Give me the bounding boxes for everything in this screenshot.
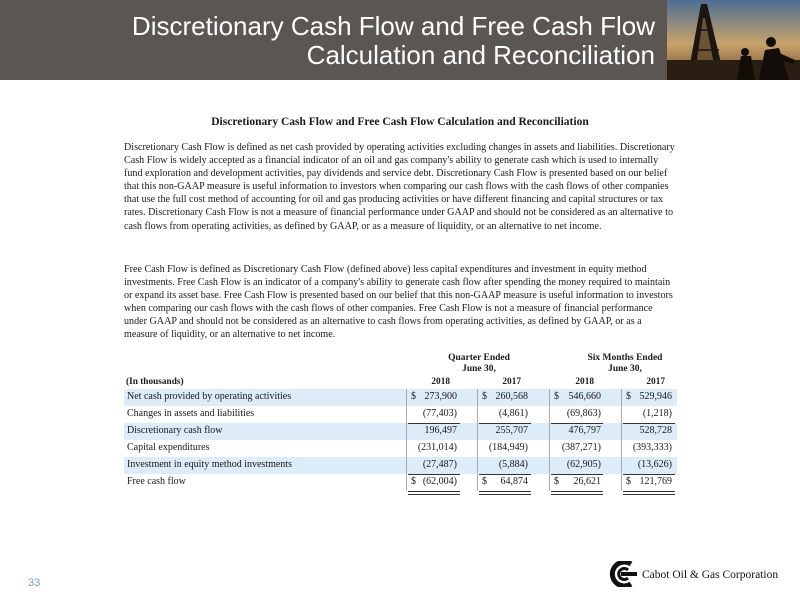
table-cell: 196,497 bbox=[424, 425, 457, 436]
column-divider bbox=[621, 440, 622, 457]
subtotal-rule bbox=[551, 474, 603, 475]
row-label: Investment in equity method investments bbox=[127, 459, 292, 470]
page-number: 33 bbox=[28, 577, 41, 589]
column-divider bbox=[621, 406, 622, 423]
row-label: Capital expenditures bbox=[127, 442, 210, 453]
table-cell: 255,707 bbox=[495, 425, 528, 436]
subtotal-rule bbox=[408, 474, 460, 475]
year-header-6m-2018: 2018 bbox=[575, 377, 594, 387]
year-header-6m-2017: 2017 bbox=[646, 377, 665, 387]
currency-symbol: $ bbox=[482, 391, 487, 402]
column-divider bbox=[549, 440, 550, 457]
table-cell: (5,884) bbox=[498, 459, 528, 470]
column-divider bbox=[549, 406, 550, 423]
currency-symbol: $ bbox=[554, 391, 559, 402]
table-cell: (77,403) bbox=[422, 408, 457, 419]
document-title: Discretionary Cash Flow and Free Cash Flow Calculation and Reconciliation bbox=[211, 116, 589, 128]
slide-title-line1: Discretionary Cash Flow and Free Cash Flow bbox=[131, 11, 655, 41]
column-divider bbox=[406, 457, 407, 474]
row-label: Net cash provided by operating activities bbox=[127, 391, 292, 402]
table-cell: 26,621 bbox=[573, 476, 601, 487]
slide-header bbox=[0, 0, 800, 80]
currency-symbol: $ bbox=[482, 476, 487, 487]
column-divider bbox=[406, 406, 407, 423]
column-divider bbox=[621, 474, 622, 491]
table-cell: 260,568 bbox=[495, 391, 528, 402]
currency-symbol: $ bbox=[626, 391, 631, 402]
row-label: Free cash flow bbox=[127, 476, 186, 487]
column-divider bbox=[549, 474, 550, 491]
table-cell: (62,004) bbox=[422, 476, 457, 487]
slide-title-line2: Calculation and Reconciliation bbox=[306, 40, 655, 70]
six-months-ended-header bbox=[570, 353, 680, 375]
table-row bbox=[124, 423, 677, 440]
table-cell: (184,949) bbox=[488, 442, 528, 453]
total-double-rule bbox=[623, 491, 675, 495]
company-logo bbox=[609, 561, 639, 587]
table-cell: 273,900 bbox=[424, 391, 457, 402]
total-double-rule bbox=[551, 491, 603, 495]
column-divider bbox=[406, 423, 407, 440]
table-cell: (387,271) bbox=[561, 442, 601, 453]
column-divider bbox=[549, 457, 550, 474]
table-row bbox=[124, 457, 677, 474]
table-row bbox=[124, 406, 677, 423]
column-divider bbox=[477, 389, 478, 406]
table-row bbox=[124, 474, 677, 491]
company-name: Cabot Oil & Gas Corporation bbox=[642, 569, 779, 581]
column-divider bbox=[477, 406, 478, 423]
table-cell: (13,626) bbox=[637, 459, 672, 470]
column-divider bbox=[477, 423, 478, 440]
table-cell: 121,769 bbox=[639, 476, 672, 487]
paragraph-discretionary-cash-flow: Discretionary Cash Flow is defined as net cash provided by operating activities excluding changes in assets and liabilities. Discretionary Cash Flow is widely accepted as a financial indicator of an oil and gas company's ability to generate cash which is used to internally fund exploration and development activities, pay dividends and service debt. Discretionary Cash Flow is presented based on our belief that this non-GAAP measure is useful information to investors when comparing our cash flows with the cash flows of other companies that use the full cost method of accounting for oil and gas producing activities or have different financing and capital structures or tax rates. Discretionary Cash Flow is not a measure of financial performance under GAAP and should not be considered as an alternative to cash flows from operating activities, as defined by GAAP, or as a measure of liquidity, or an alternative to net income. bbox=[124, 142, 675, 232]
quarter-ended-header bbox=[424, 353, 534, 375]
period2-line2: June 30, bbox=[608, 364, 642, 374]
period1-line1: Quarter Ended bbox=[448, 353, 510, 363]
column-divider bbox=[477, 457, 478, 474]
column-divider bbox=[621, 423, 622, 440]
subtotal-rule bbox=[623, 423, 675, 424]
currency-symbol: $ bbox=[554, 476, 559, 487]
currency-symbol: $ bbox=[626, 476, 631, 487]
table-cell: (231,014) bbox=[417, 442, 457, 453]
period1-line2: June 30, bbox=[462, 364, 496, 374]
total-double-rule bbox=[408, 491, 460, 495]
column-divider bbox=[406, 389, 407, 406]
table-cell: 64,874 bbox=[500, 476, 528, 487]
table-cell: 529,946 bbox=[639, 391, 672, 402]
slide-title bbox=[35, 12, 655, 70]
table-cell: 476,797 bbox=[568, 425, 601, 436]
table-cell: (4,861) bbox=[498, 408, 528, 419]
subtotal-rule bbox=[479, 423, 531, 424]
period2-line1: Six Months Ended bbox=[587, 353, 663, 363]
year-header-q-2018: 2018 bbox=[431, 377, 450, 387]
currency-symbol: $ bbox=[411, 476, 416, 487]
row-label: Discretionary cash flow bbox=[127, 425, 223, 436]
table-cell: (27,487) bbox=[422, 459, 457, 470]
units-label: (In thousands) bbox=[126, 377, 184, 387]
subtotal-rule bbox=[551, 423, 603, 424]
table-row bbox=[124, 440, 677, 457]
table-cell: 528,728 bbox=[639, 425, 672, 436]
column-divider bbox=[621, 457, 622, 474]
currency-symbol: $ bbox=[411, 391, 416, 402]
column-divider bbox=[621, 389, 622, 406]
row-label: Changes in assets and liabilities bbox=[127, 408, 255, 419]
table-cell: (62,905) bbox=[566, 459, 601, 470]
header-photo-drilling-rig bbox=[667, 0, 800, 80]
column-divider bbox=[477, 440, 478, 457]
column-divider bbox=[477, 474, 478, 491]
subtotal-rule bbox=[408, 423, 460, 424]
subtotal-rule bbox=[479, 474, 531, 475]
table-cell: (1,218) bbox=[642, 408, 672, 419]
total-double-rule bbox=[479, 491, 531, 495]
year-header-q-2017: 2017 bbox=[502, 377, 521, 387]
column-divider bbox=[406, 474, 407, 491]
paragraph-free-cash-flow: Free Cash Flow is defined as Discretionary Cash Flow (defined above) less capital expenditures and investment in equity method investments. Free Cash Flow is an indicator of a company's ability to generate cash flow after spending the money required to maintain or expand its asset base. Free Cash Flow is presented based on our belief that this non-GAAP measure is useful information to investors when comparing our cash flows with the cash flows of other companies. Free Cash Flow is not a measure of financial performance under GAAP and should not be considered as an alternative to cash flows from operating activities, as defined by GAAP, or as a measure of liquidity, or an alternative to net income. bbox=[124, 264, 673, 341]
column-divider bbox=[406, 440, 407, 457]
column-divider bbox=[549, 389, 550, 406]
column-divider bbox=[549, 423, 550, 440]
table-cell: (393,333) bbox=[632, 442, 672, 453]
table-cell: (69,863) bbox=[566, 408, 601, 419]
table-row bbox=[124, 389, 677, 406]
table-cell: 546,660 bbox=[568, 391, 601, 402]
subtotal-rule bbox=[623, 474, 675, 475]
